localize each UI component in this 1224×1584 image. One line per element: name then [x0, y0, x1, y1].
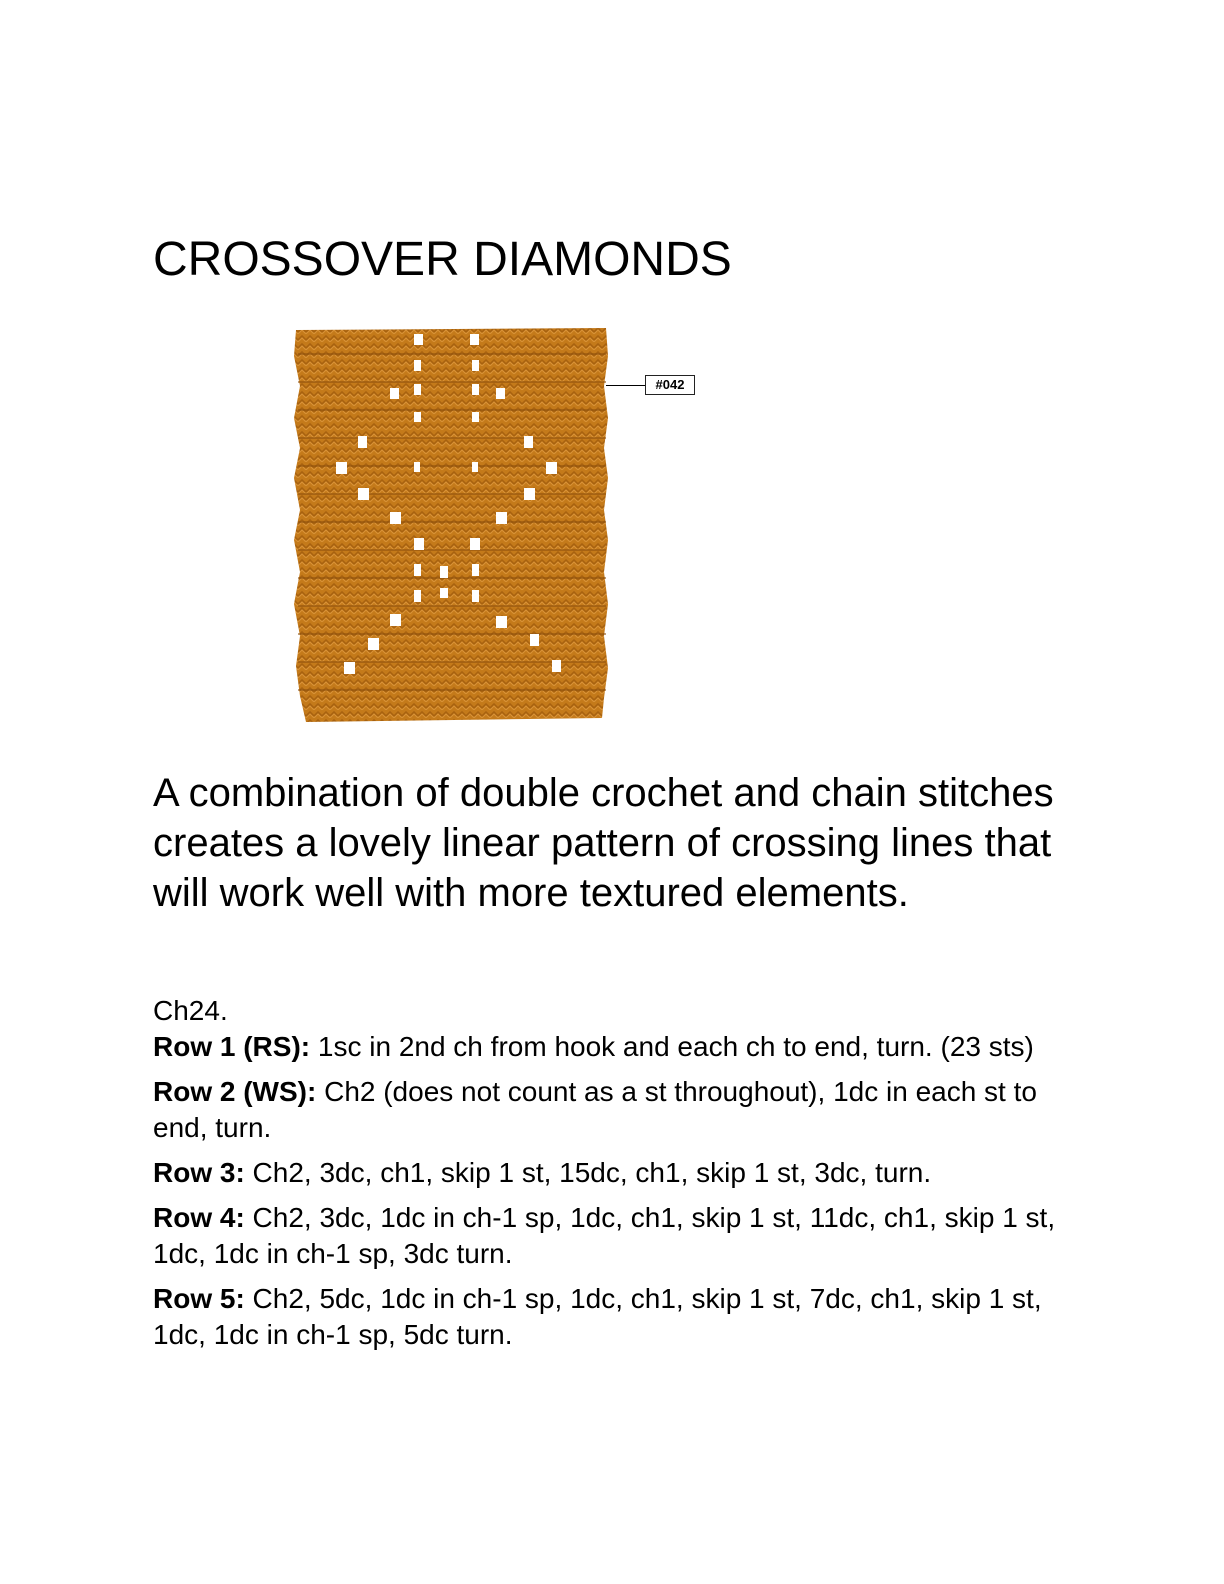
- pattern-instructions: [153, 993, 1073, 1362]
- row-instruction: [153, 1029, 1073, 1065]
- row-label: Row 3:: [153, 1157, 245, 1188]
- row-instruction: [153, 1200, 1073, 1272]
- row-text: Ch2, 5dc, 1dc in ch-1 sp, 1dc, ch1, skip 1 st, 7dc, ch1, skip 1 st, 1dc, 1dc in ch-1 sp, 5dc turn.: [153, 1283, 1042, 1350]
- row-instruction: [153, 1155, 1073, 1191]
- row-label: Row 1 (RS):: [153, 1031, 311, 1062]
- tag-leader-line: [606, 385, 646, 386]
- starting-chain: Ch24.: [153, 995, 228, 1026]
- row-instruction: [153, 1074, 1073, 1146]
- row-label: Row 2 (WS):: [153, 1076, 317, 1107]
- row-label: Row 4:: [153, 1202, 245, 1233]
- row-label: Row 5:: [153, 1283, 245, 1314]
- row-text: Ch2, 3dc, ch1, skip 1 st, 15dc, ch1, skip 1 st, 3dc, turn.: [244, 1157, 932, 1188]
- row-text: 1sc in 2nd ch from hook and each ch to end, turn. (23 sts): [310, 1031, 1034, 1062]
- swatch-number-tag: #042: [645, 375, 695, 395]
- row-text: Ch2, 3dc, 1dc in ch-1 sp, 1dc, ch1, skip 1 st, 11dc, ch1, skip 1 st, 1dc, 1dc in ch-1 sp, 3dc turn.: [153, 1202, 1056, 1269]
- intro-paragraph: A combination of double crochet and chain stitches creates a lovely linear pattern of crossing lines that will work well with more textured elements.: [153, 771, 1054, 915]
- row-text: Ch2 (does not count as a st throughout), 1dc in each st to end, turn.: [153, 1076, 1037, 1143]
- row-instruction: [153, 1281, 1073, 1353]
- page-title: CROSSOVER DIAMONDS: [153, 233, 732, 286]
